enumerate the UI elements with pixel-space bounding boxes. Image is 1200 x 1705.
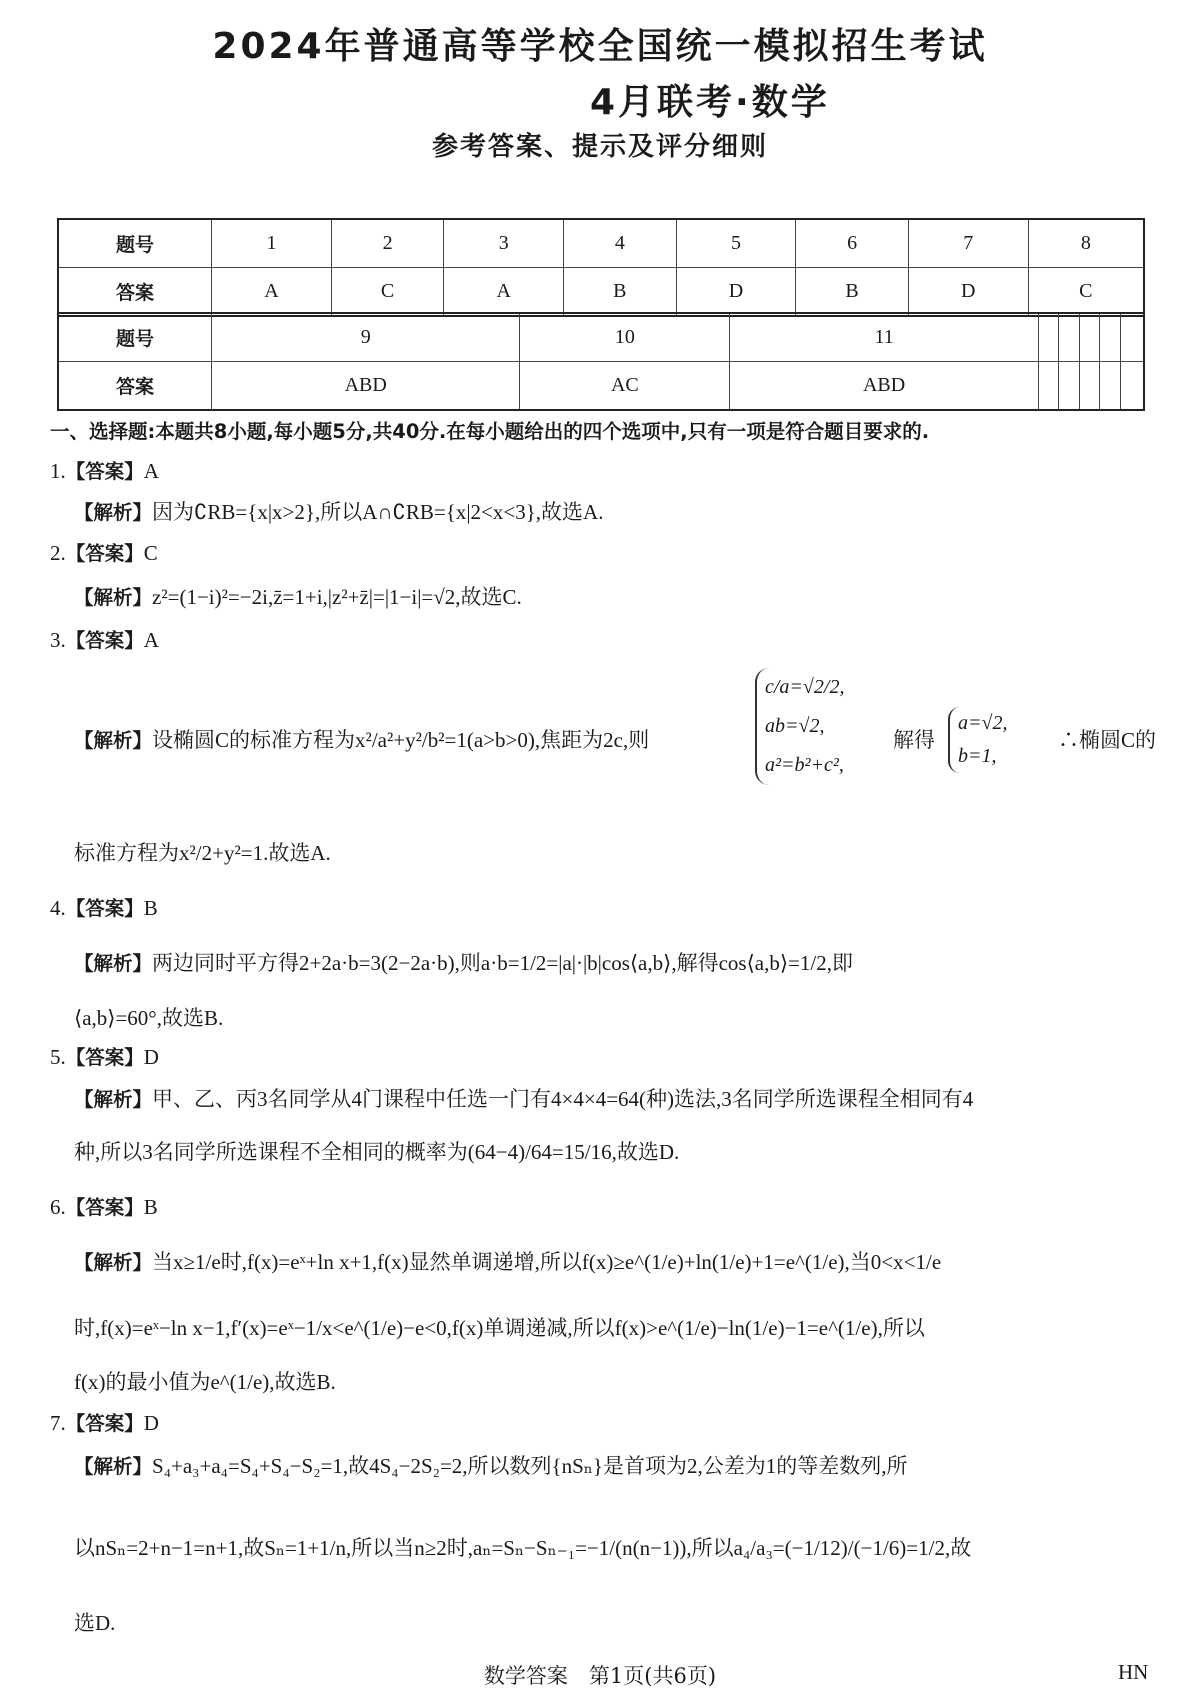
answer-label: 【答案】 xyxy=(65,1412,144,1435)
analysis-text: ⟨a,b⟩=60°,故选B. xyxy=(74,1006,224,1030)
page-footer: 数学答案 第1页(共6页) xyxy=(483,1664,717,1688)
analysis-text: 以nSₙ=2+n−1=n+1,故Sₙ=1+1/n,所以当n≥2时,aₙ=Sₙ−Sₙ₋₁=−1/(n(n−1)),所以a₄/a₃=(−1/12)/(−1/6)=1/2,故 xyxy=(74,1536,972,1560)
table-cell xyxy=(1079,362,1099,411)
table-cell: 4 xyxy=(564,219,676,268)
analysis-text: 两边同时平方得2+2a·b=3(2−2a·b),则a·b=1/2=|a|·|b|cos⟨a,b⟩,解得cos⟨a,b⟩=1/2,即 xyxy=(152,951,853,975)
table-cell xyxy=(1120,362,1144,411)
row-header-answer: 答案 xyxy=(58,362,212,411)
table-row-question-numbers xyxy=(58,219,1144,268)
table-cell: 6 xyxy=(796,219,908,268)
row-header-answer: 答案 xyxy=(58,268,212,317)
table-cell: 1 xyxy=(212,219,332,268)
table-cell: D xyxy=(908,268,1028,317)
table-row-answers xyxy=(58,268,1144,317)
analysis-text: S₄+a₃+a₄=S₄+S₄−S₂=1,故4S₄−2S₂=2,所以数列{nSₙ}是首项为2,公差为1的等差数列,所 xyxy=(152,1454,908,1478)
answer-line xyxy=(50,1042,159,1073)
answer-label: 【答案】 xyxy=(65,1046,144,1069)
analysis-line xyxy=(74,725,649,756)
equation: a²=b²+c², xyxy=(765,754,844,776)
table-cell xyxy=(1100,362,1120,411)
equation: a=√2, xyxy=(958,712,1008,734)
answer-key-subtitle: 参考答案、提示及评分细则 xyxy=(431,132,768,162)
answer-value: A xyxy=(143,628,159,652)
analysis-line xyxy=(74,1451,907,1482)
table-cell: C xyxy=(331,268,443,317)
table-cell: 3 xyxy=(444,219,564,268)
analysis-text: 时,f(x)=eˣ−ln x−1,f′(x)=eˣ−1/x<e^(1/e)−e<0,f(x)单调递减,所以f(x)>e^(1/e)−ln(1/e)−1=e^(1/e),所以 xyxy=(74,1316,925,1340)
answer-line xyxy=(50,1408,159,1439)
answer-line xyxy=(50,1192,158,1223)
question-number: 1. xyxy=(50,459,66,483)
table-cell: ABD xyxy=(212,362,520,411)
analysis-text: 甲、乙、丙3名同学从4门课程中任选一门有4×4×4=64(种)选法,3名同学所选课程全相同有4 xyxy=(152,1087,974,1111)
table-cell xyxy=(1100,313,1120,362)
question-number: 3. xyxy=(50,628,66,652)
analysis-line xyxy=(74,1084,973,1115)
analysis-text: z²=(1−i)²=−2i,z̄=1+i,|z²+z̄|=|1−i|=√2,故选C. xyxy=(152,585,522,609)
analysis-text: 因为∁RB={x|x>2},所以A∩∁RB={x|2<x<3},故选A. xyxy=(152,500,604,524)
table-cell: ABD xyxy=(730,362,1038,411)
analysis-label: 【解析】 xyxy=(74,729,153,752)
table-cell: 7 xyxy=(908,219,1028,268)
analysis-text: 设椭圆C的标准方程为x²/a²+y²/b²=1(a>b>0),焦距为2c,则 xyxy=(152,728,650,752)
analysis-label: 【解析】 xyxy=(74,1455,153,1478)
table-cell: 8 xyxy=(1028,219,1144,268)
table-cell xyxy=(1059,362,1079,411)
answer-line xyxy=(50,893,158,924)
answer-value: B xyxy=(143,896,158,920)
analysis-text: 种,所以3名同学所选课程不全相同的概率为(64−4)/64=15/16,故选D. xyxy=(74,1140,680,1164)
table-cell: B xyxy=(796,268,908,317)
table-cell xyxy=(1079,313,1099,362)
analysis-line xyxy=(74,1247,941,1278)
equation-system-2 xyxy=(948,707,1007,773)
exam-subject-title: 4月联考·数学 xyxy=(590,82,830,123)
answer-value: B xyxy=(143,1195,158,1219)
table-row-answers xyxy=(58,362,1144,411)
table-cell: 11 xyxy=(730,313,1038,362)
analysis-label: 【解析】 xyxy=(74,952,153,975)
table-cell xyxy=(1038,313,1058,362)
answer-value: D xyxy=(143,1045,159,1069)
answer-table-2 xyxy=(57,312,1145,411)
question-number: 2. xyxy=(50,541,66,565)
section-heading-multiple-choice: 一、选择题:本题共8小题,每小题5分,共40分.在每小题给出的四个选项中,只有一项是符合题目要求的. xyxy=(50,420,930,443)
answer-label: 【答案】 xyxy=(65,1196,144,1219)
answer-value: C xyxy=(143,541,158,565)
analysis-text: 当x≥1/e时,f(x)=eˣ+ln x+1,f(x)显然单调递增,所以f(x)≥e^(1/e)+ln(1/e)+1=e^(1/e),当0<x<1/e xyxy=(152,1250,942,1274)
table-cell: 5 xyxy=(676,219,796,268)
table-cell xyxy=(1120,313,1144,362)
answer-label: 【答案】 xyxy=(65,897,144,920)
analysis-text: 解得 xyxy=(893,728,935,752)
table-cell: AC xyxy=(520,362,730,411)
table-cell: B xyxy=(564,268,676,317)
analysis-line xyxy=(74,497,603,528)
table-cell: A xyxy=(444,268,564,317)
table-cell: A xyxy=(212,268,332,317)
answer-line xyxy=(50,456,159,487)
table-cell: 2 xyxy=(331,219,443,268)
table-cell xyxy=(1038,362,1058,411)
analysis-text: ∴椭圆C的 xyxy=(1058,728,1157,752)
exam-title: 2024年普通高等学校全国统一模拟招生考试 xyxy=(212,26,988,67)
equation-system-1 xyxy=(755,668,844,785)
question-number: 6. xyxy=(50,1195,66,1219)
analysis-label: 【解析】 xyxy=(74,1251,153,1274)
analysis-text: f(x)的最小值为e^(1/e),故选B. xyxy=(74,1370,336,1394)
analysis-label: 【解析】 xyxy=(74,586,153,609)
analysis-line xyxy=(74,582,522,613)
question-number: 5. xyxy=(50,1045,66,1069)
analysis-text: 选D. xyxy=(74,1611,116,1635)
question-number: 4. xyxy=(50,896,66,920)
answer-label: 【答案】 xyxy=(65,629,144,652)
equation: b=1, xyxy=(958,745,997,767)
answer-value: D xyxy=(143,1411,159,1435)
analysis-line xyxy=(74,948,853,979)
table-cell: 9 xyxy=(212,313,520,362)
row-header-question: 题号 xyxy=(58,219,212,268)
answer-value: A xyxy=(143,459,159,483)
answer-line xyxy=(50,538,158,569)
table-row-question-numbers xyxy=(58,313,1144,362)
answer-label: 【答案】 xyxy=(65,460,144,483)
analysis-label: 【解析】 xyxy=(74,501,153,524)
analysis-label: 【解析】 xyxy=(74,1088,153,1111)
analysis-text: 标准方程为x²/2+y²=1.故选A. xyxy=(74,841,331,865)
table-cell xyxy=(1059,313,1079,362)
answer-line xyxy=(50,625,159,656)
table-cell: C xyxy=(1028,268,1144,317)
region-code: HN xyxy=(1118,1660,1149,1684)
table-cell: D xyxy=(676,268,796,317)
answer-table-1 xyxy=(57,218,1145,317)
table-cell: 10 xyxy=(520,313,730,362)
equation: ab=√2, xyxy=(765,715,825,737)
question-number: 7. xyxy=(50,1411,66,1435)
row-header-question: 题号 xyxy=(58,313,212,362)
equation: c/a=√2/2, xyxy=(765,676,845,698)
answer-label: 【答案】 xyxy=(65,542,144,565)
